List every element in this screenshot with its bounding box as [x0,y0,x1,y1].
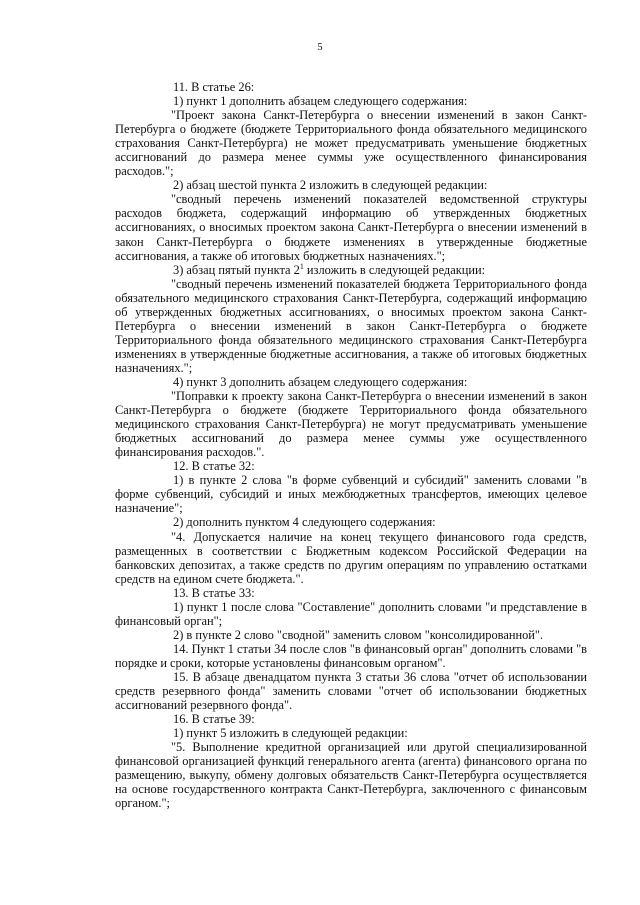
quoted-paragraph: "4. Допускается наличие на конец текущего финансового года средств, размещенных в соответствии с Бюджетным кодексом Российской Федерации на банковских депозитах, а также средств по другим операциям по управлению остатками средств на едином счете бюджета.". [115,529,587,586]
superscript: 1 [299,261,304,271]
paragraph-text: 3) абзац пятый пункта 2 [173,262,300,277]
page-number: 5 [317,42,323,53]
paragraph: 2) абзац шестой пункта 2 изложить в следующей редакции: [173,178,488,193]
paragraph [115,263,587,277]
quoted-paragraph: "Проект закона Санкт-Петербурга о внесении изменений в закон Санкт-Петербурга о бюджете (бюджете Территориального фонда обязательного медицинского страхования Санкт-Петербурга) не может предусматривать уменьшение бюджетных ассигнований до размера менее суммы уже осуществленного финансирования расходов."; [115,108,587,179]
paragraph: 13. В статье 33: [173,585,255,600]
paragraph: 1) пункт 5 изложить в следующей редакции: [173,726,408,741]
document-body [115,80,587,810]
paragraph-text: изложить в следующей редакции: [303,262,486,277]
paragraph: 16. В статье 39: [173,712,255,727]
paragraph: 2) дополнить пунктом 4 следующего содержания: [173,515,436,530]
quoted-paragraph: "сводный перечень изменений показателей ведомственной структуры расходов бюджета, содержащий информацию об утвержденных бюджетных ассигнованиях, о вносимых проектом закона Санкт-Петербурга о внесении изменений в закон Санкт-Петербурга о бюджете изменениях в утвержденные бюджетные ассигнования, а также об итоговых бюджетных назначениях."; [115,192,587,263]
quoted-paragraph: "Поправки к проекту закона Санкт-Петербурга о внесении изменений в закон Санкт-Петербурга о бюджете (бюджете Территориального фонда обязательного медицинского страхования Санкт-Петербурга) не могут предусматривать уменьшение бюджетных ассигнований до размера менее суммы уже осуществленного финансирования расходов.". [115,389,587,460]
paragraph: 15. В абзаце двенадцатом пункта 3 статьи 36 слова "отчет об использовании средств резервного фонда" заменить словами "отчет об использовании бюджетных ассигнований резервного фонда". [115,669,587,713]
paragraph: 14. Пункт 1 статьи 34 после слов "в финансовый орган" дополнить словами "в порядке и сроки, которые установлены финансовым органом". [115,641,587,670]
paragraph: 12. В статье 32: [173,459,255,474]
quoted-paragraph: "сводный перечень изменений показателей бюджета Территориального фонда обязательного медицинского страхования Санкт-Петербурга, содержащий информацию об утвержденных бюджетных ассигнованиях, о вносимых проектом закона Санкт-Петербурга о внесении изменений в закон Санкт-Петербурга о бюджете Территориального фонда обязательного медицинского страхования Санкт-Петербурга изменениях в утвержденные бюджетные ассигнования, а также об итоговых бюджетных назначениях."; [115,276,587,375]
paragraph: 4) пункт 3 дополнить абзацем следующего содержания: [173,374,468,389]
paragraph: 1) пункт 1 после слова "Составление" дополнить словами "и представление в финансовый орган"; [115,599,587,628]
paragraph: 2) в пункте 2 слово "сводной" заменить словом "консолидированной". [173,627,544,642]
paragraph: 11. В статье 26: [173,80,255,94]
paragraph: 1) пункт 1 дополнить абзацем следующего содержания: [173,94,468,109]
quoted-paragraph: "5. Выполнение кредитной организацией или другой специализированной финансовой организацией функций генерального агента (агента) финансового органа по размещению, выкупу, обмену долговых обязательств Санкт-Петербурга осуществляется на основе государственного контракта Санкт-Петербурга, заключенного с финансовым органом."; [115,740,587,811]
paragraph: 1) в пункте 2 слова "в форме субвенций и субсидий" заменить словами "в форме субвенций, субсидий и иных межбюджетных трансфертов, имеющих целевое назначение"; [115,473,587,516]
